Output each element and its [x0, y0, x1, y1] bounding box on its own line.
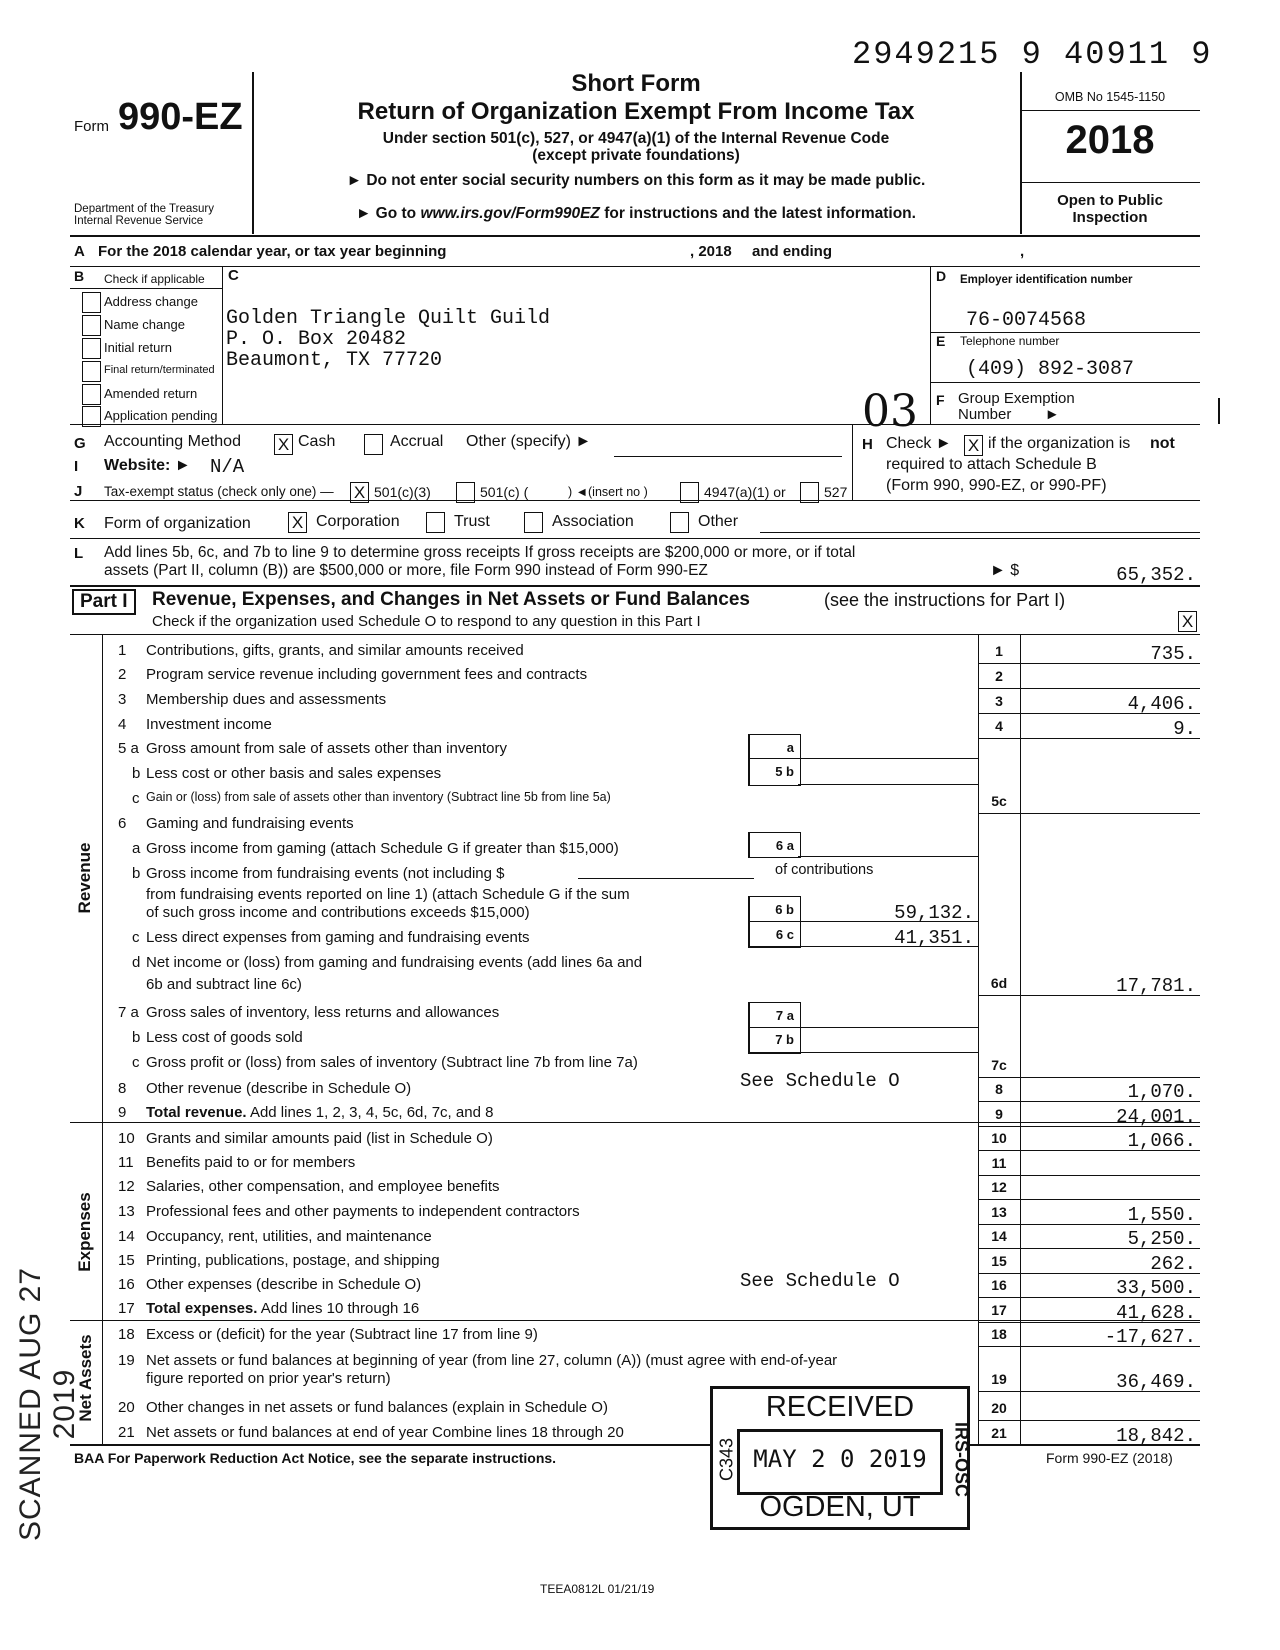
- line-text: Net assets or fund balances at end of year Combine lines 18 through 20: [146, 1424, 624, 1441]
- scanned-stamp: SCANNED AUG 27 2019: [14, 1266, 81, 1542]
- final-return-label: Final return/terminated: [104, 364, 215, 376]
- line-amount: 24,001.: [1116, 1106, 1196, 1128]
- line-box-number: 21: [991, 1425, 1007, 1441]
- line-text: Other changes in net assets or fund balances (explain in Schedule O): [146, 1399, 608, 1416]
- line-number: 13: [118, 1203, 135, 1220]
- line-description: [146, 1326, 538, 1343]
- line-amount: 18,842.: [1116, 1425, 1196, 1447]
- schedule-o-checkbox[interactable]: X: [1178, 611, 1197, 632]
- line-number: 2: [118, 666, 127, 683]
- line-number: c: [132, 929, 140, 946]
- schedule-o-check-text: Check if the organization used Schedule O to respond to any question in this Part I: [152, 613, 701, 630]
- address-change-checkbox[interactable]: [82, 292, 101, 313]
- trust-checkbox[interactable]: [426, 512, 445, 533]
- tax-exempt-status-label: Tax-exempt status (check only one) —: [104, 484, 334, 499]
- paperwork-notice: BAA For Paperwork Reduction Act Notice, see the separate instructions.: [74, 1450, 557, 1466]
- line-description: [146, 1104, 493, 1121]
- line-box-number: 16: [991, 1277, 1007, 1293]
- received-right-code: IRS-OSC: [951, 1421, 972, 1497]
- line-number: 11: [118, 1154, 134, 1171]
- section-b-title: Check if applicable: [104, 272, 205, 286]
- line-text: Excess or (deficit) for the year (Subtract line 17 from line 9): [146, 1326, 538, 1343]
- line-description: [146, 1399, 608, 1416]
- line-amount: 9.: [1173, 718, 1196, 740]
- form-subtitle-2: (except private foundations): [532, 147, 740, 164]
- line-box-number: 18: [991, 1326, 1007, 1342]
- part1-title: Revenue, Expenses, and Changes in Net Assets or Fund Balances: [152, 589, 750, 610]
- telephone-title: Telephone number: [960, 334, 1060, 348]
- line-number: 4: [118, 716, 127, 733]
- notice-ssn: ► Do not enter social security numbers on this form as it may be made public.: [346, 172, 926, 189]
- line-amount: 36,469.: [1116, 1371, 1196, 1393]
- section-b-label: B: [74, 268, 85, 284]
- final-return-checkbox[interactable]: [82, 361, 101, 382]
- line-box-number: 3: [995, 693, 1003, 709]
- line-a-text: For the 2018 calendar year, or tax year beginning: [98, 243, 447, 260]
- line-a-ending: and ending: [752, 243, 832, 260]
- line-description: [146, 976, 302, 993]
- revenue-side-label: Revenue: [75, 842, 94, 914]
- line-box-number: 11: [991, 1155, 1007, 1171]
- line-description: [146, 666, 587, 683]
- line-description: [146, 1276, 421, 1293]
- line-amount: 4,406.: [1127, 693, 1196, 715]
- line-text-extra: Add lines 10 through 16: [260, 1300, 420, 1317]
- line-description: [146, 840, 619, 857]
- line-text: Membership dues and assessments: [146, 691, 387, 708]
- line-number: 5 a: [118, 740, 139, 757]
- line-number: c: [132, 1054, 140, 1071]
- line-text: Gross profit or (loss) from sales of inventory (Subtract line 7b from line 7a): [146, 1054, 638, 1071]
- ein-value: 76-0074568: [966, 309, 1087, 332]
- line-text: Grants and similar amounts paid (list in Schedule O): [146, 1130, 493, 1147]
- omb-number: OMB No 1545-1150: [1054, 90, 1166, 104]
- line-description: [146, 1300, 419, 1317]
- line-text: from fundraising events reported on line 1) (attach Schedule G if the sum: [146, 886, 630, 903]
- form-subtitle: Under section 501(c), 527, or 4947(a)(1) of the Internal Revenue Code: [382, 130, 890, 147]
- line-text: Other expenses (describe in Schedule O): [146, 1276, 422, 1293]
- line-text-extra: Add lines 1, 2, 3, 4, 5c, 6d, 7c, and 8: [249, 1104, 494, 1121]
- line-box-number: 10: [991, 1130, 1007, 1146]
- other-method-field[interactable]: [614, 456, 842, 457]
- line-description: [146, 1178, 500, 1195]
- line-amount: 41,628.: [1116, 1302, 1196, 1324]
- line-number: d: [132, 954, 141, 971]
- amended-return-label: Amended return: [104, 386, 198, 401]
- department: Department of the Treasury Internal Revenue Service: [74, 203, 214, 227]
- ein-title: Employer identification number: [960, 274, 1133, 286]
- name-change-label: Name change: [104, 317, 185, 332]
- line-box-number: 8: [995, 1081, 1003, 1097]
- line-box-number: 4: [995, 718, 1003, 734]
- section-e-label: E: [936, 333, 946, 349]
- line-amount: 1,550.: [1127, 1204, 1196, 1226]
- line-number: c: [132, 790, 140, 807]
- line-description: [146, 691, 386, 708]
- line-text: Gross amount from sale of assets other than inventory: [146, 740, 508, 757]
- line-6b-value: 59,132.: [894, 902, 974, 924]
- website-value: N/A: [210, 456, 245, 478]
- line-number: b: [132, 765, 141, 782]
- form-reference: Form 990-EZ (2018): [1046, 1450, 1173, 1466]
- line-amount: 5,250.: [1127, 1228, 1196, 1250]
- line-text: Professional fees and other payments to independent contractors: [146, 1203, 580, 1220]
- line-description: [146, 886, 630, 903]
- line-text: Total expenses.: [146, 1300, 258, 1317]
- name-change-checkbox[interactable]: [82, 315, 101, 336]
- association-checkbox[interactable]: [524, 512, 543, 533]
- line-number: 18: [118, 1326, 135, 1343]
- part1-tag: Part I: [72, 589, 136, 615]
- line-description: [146, 1352, 837, 1369]
- line-text: Gross sales of inventory, less returns and allowances: [146, 1004, 500, 1021]
- form-title-short: Short Form: [571, 70, 701, 97]
- received-left-code: C343: [716, 1437, 737, 1482]
- line-description: [146, 1370, 391, 1387]
- line-description: [146, 1154, 355, 1171]
- line-description: [146, 765, 441, 782]
- line-box-number: 12: [991, 1179, 1007, 1195]
- line-box-number: 17: [991, 1302, 1007, 1318]
- line-box-number: 20: [991, 1400, 1007, 1416]
- line-description: [146, 954, 642, 971]
- tax-year: 2018: [1065, 118, 1155, 162]
- corporation-checkbox[interactable]: X: [288, 512, 307, 533]
- line-amount: 33,500.: [1116, 1277, 1196, 1299]
- organization-name: Golden Triangle Quilt Guild: [226, 307, 551, 330]
- line-6c-value: 41,351.: [894, 927, 974, 949]
- line-number: 6: [118, 815, 127, 832]
- expenses-side-label: Expenses: [75, 1192, 94, 1272]
- other-org-checkbox[interactable]: [670, 512, 689, 533]
- line-box-number: 14: [991, 1228, 1007, 1244]
- line-text: Gain or (loss) from sale of assets other than inventory (Subtract line 5b from line 5a): [146, 790, 611, 804]
- form-of-organization-label: Form of organization: [104, 515, 251, 532]
- line-box-number: 9: [995, 1106, 1003, 1122]
- line-text: Investment income: [146, 716, 272, 733]
- line-box-number: 15: [991, 1253, 1007, 1269]
- line-text: Benefits paid to or for members: [146, 1154, 356, 1171]
- line-text: figure reported on prior year's return): [146, 1370, 391, 1387]
- line-description: [146, 1054, 638, 1071]
- line-text: Less cost or other basis and sales expenses: [146, 765, 442, 782]
- line-text: of such gross income and contributions exceeds $15,000): [146, 904, 530, 921]
- line-number: 14: [118, 1228, 135, 1245]
- line-text: Gaming and fundraising events: [146, 815, 354, 832]
- line-number: 1: [118, 642, 127, 659]
- organization-address: P. O. Box 20482: [226, 328, 407, 351]
- gross-receipts-text: Add lines 5b, 6c, and 7b to line 9 to determine gross receipts If gross receipts are $200,000 or more, or if total assets (Part II, column (B)) are $500,000 or more, file Form 990 instead of Form 990-EZ: [104, 544, 856, 579]
- line-text: Other revenue (describe in Schedule O): [146, 1080, 412, 1097]
- form-title: Return of Organization Exempt From Income Tax: [357, 98, 915, 125]
- form-prefix: Form: [74, 118, 109, 135]
- section-d-label: D: [936, 268, 947, 284]
- 501c3-checkbox[interactable]: X: [350, 482, 369, 503]
- line-text: Less cost of goods sold: [146, 1029, 303, 1046]
- line-box-number: 5c: [991, 793, 1007, 809]
- line-text: Program service revenue including government fees and contracts: [146, 666, 588, 683]
- line-amount: -17,627.: [1104, 1326, 1196, 1348]
- line-number: 16: [118, 1276, 135, 1293]
- line-number: b: [132, 1029, 141, 1046]
- accounting-method-label: Accounting Method: [104, 433, 241, 450]
- line-amount: 17,781.: [1116, 975, 1196, 997]
- net-assets-side-label: Net Assets: [76, 1334, 95, 1422]
- initial-return-checkbox[interactable]: [82, 338, 101, 359]
- irs-url-link[interactable]: www.irs.gov/Form990EZ: [420, 205, 600, 222]
- website-label: Website: ►: [104, 457, 191, 474]
- line-number: 7 a: [118, 1004, 139, 1021]
- line-box-number: 7c: [991, 1057, 1007, 1073]
- accrual-label: Accrual: [390, 433, 444, 450]
- line-description: [146, 1080, 411, 1097]
- line-description: [146, 1203, 580, 1220]
- line-description: [146, 716, 272, 733]
- line-description: [146, 1004, 499, 1021]
- schedule-b-checkbox[interactable]: X: [964, 435, 983, 456]
- cash-checkbox[interactable]: X: [274, 434, 293, 455]
- line-number: 3: [118, 691, 127, 708]
- line-number: 19: [118, 1352, 135, 1369]
- accrual-checkbox[interactable]: [364, 434, 383, 455]
- line-number: 8: [118, 1080, 127, 1097]
- line-description: [146, 1130, 493, 1147]
- amended-return-checkbox[interactable]: [82, 384, 101, 405]
- schedule-b-check-label: Check ►: [886, 435, 952, 452]
- line-number: 21: [118, 1424, 135, 1441]
- line-a-label: A: [74, 243, 85, 260]
- section-c-label: C: [228, 267, 239, 284]
- line-text: Gross income from fundraising events (not including $: [146, 865, 505, 882]
- line-number: 20: [118, 1399, 135, 1416]
- received-stamp-title: RECEIVED: [765, 1391, 915, 1423]
- cash-label: Cash: [298, 433, 336, 450]
- received-stamp: [710, 1386, 970, 1530]
- see-schedule-o-revenue: See Schedule O: [740, 1070, 900, 1092]
- application-pending-label: Application pending: [104, 408, 218, 423]
- line-text: Less direct expenses from gaming and fundraising events: [146, 929, 530, 946]
- line-text: Salaries, other compensation, and employee benefits: [146, 1178, 500, 1195]
- organization-city: Beaumont, TX 77720: [226, 349, 443, 372]
- form-number: 990-EZ: [118, 96, 243, 138]
- group-exemption-title: Group Exemption Number ►: [958, 390, 1075, 423]
- line-description: [146, 929, 530, 946]
- address-change-label: Address change: [104, 294, 198, 309]
- handwritten-mark: 03: [862, 386, 918, 437]
- line-number: 12: [118, 1178, 135, 1195]
- section-f-label: F: [936, 392, 945, 408]
- line-description: [146, 815, 354, 832]
- line-description: [146, 1424, 624, 1441]
- software-code: TEEA0812L 01/21/19: [540, 1582, 655, 1596]
- line-number: 9: [118, 1104, 127, 1121]
- line-a-year: , 2018: [690, 243, 732, 260]
- line-description: [146, 1252, 440, 1269]
- line-text: Gross income from gaming (attach Schedule G if greater than $15,000): [146, 840, 619, 857]
- other-method-label: Other (specify) ►: [466, 433, 592, 450]
- line-amount: 1,070.: [1127, 1081, 1196, 1103]
- document-locator-number: 2949215 9 40911 9: [852, 36, 1213, 73]
- line-amount: 1,066.: [1127, 1130, 1196, 1152]
- line-amount: 262.: [1150, 1253, 1196, 1275]
- line-box-number: 1: [995, 643, 1003, 659]
- line-text: Contributions, gifts, grants, and similar amounts received: [146, 642, 524, 659]
- line-text: Net assets or fund balances at beginning of year (from line 27, column (A)) (must agree with end-of-year: [146, 1352, 838, 1369]
- line-number: b: [132, 865, 141, 882]
- line-description: [146, 865, 505, 882]
- telephone-value: (409) 892-3087: [966, 358, 1135, 381]
- open-to-public: Open to Public Inspection: [1057, 192, 1163, 226]
- line-number: 10: [118, 1130, 135, 1147]
- line-description: [146, 904, 530, 921]
- line-box-number: 13: [991, 1204, 1007, 1220]
- line-description: [146, 1228, 432, 1245]
- line-description: [146, 1029, 303, 1046]
- initial-return-label: Initial return: [104, 340, 172, 355]
- line-description: [146, 790, 611, 804]
- line-number: a: [132, 840, 141, 857]
- received-city: OGDEN, UT: [759, 1491, 921, 1523]
- line-box-number: 2: [995, 668, 1003, 684]
- line-text: Printing, publications, postage, and shipping: [146, 1252, 440, 1269]
- line-amount: 735.: [1150, 643, 1196, 665]
- line-number: 15: [118, 1252, 135, 1269]
- notice-url: ► Go to www.irs.gov/Form990EZ for instructions and the latest information.: [356, 205, 916, 222]
- line-description: [146, 740, 507, 757]
- line-number: 17: [118, 1300, 135, 1317]
- line-text: 6b and subtract line 6c): [146, 976, 302, 993]
- line-box-number: 19: [991, 1371, 1007, 1387]
- received-date: MAY 2 0 2019: [753, 1445, 927, 1473]
- line-text: Occupancy, rent, utilities, and maintenance: [146, 1228, 432, 1245]
- gross-receipts-value: 65,352.: [1116, 564, 1196, 586]
- line-text: Net income or (loss) from gaming and fundraising events (add lines 6a and: [146, 954, 643, 971]
- line-description: [146, 642, 524, 659]
- line-box-number: 6d: [990, 975, 1008, 991]
- see-schedule-o-expenses: See Schedule O: [740, 1270, 900, 1292]
- line-text: Total revenue.: [146, 1104, 247, 1121]
